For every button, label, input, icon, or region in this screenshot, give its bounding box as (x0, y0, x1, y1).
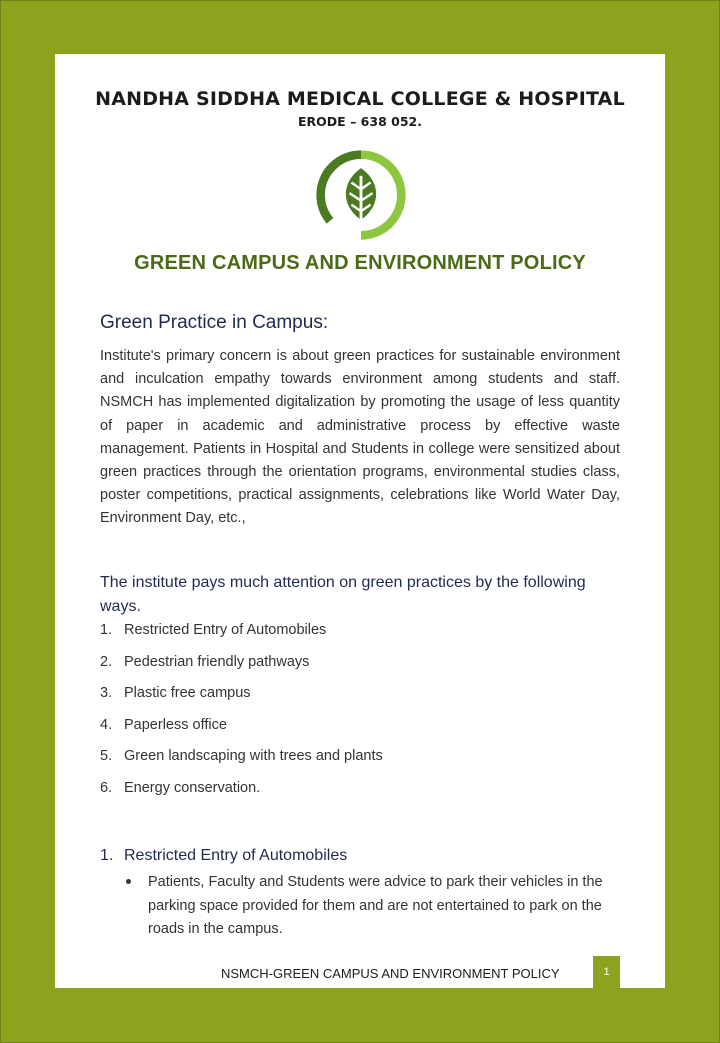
intro-paragraph: Institute's primary concern is about green practices for sustainable environment and inculcation empathy towards environment among students and staff. NSMCH has implemented digitalization by promoting the usage of less quantity of paper in academic and administrative process by effective waste management. Patients in Hospital and Students in college were sensitized about green practices through the orientation programs, environmental studies class, poster competitions, practical assignments, celebrations like World Water Day, Environment Day, etc., (100, 348, 620, 527)
subsection-title: Restricted Entry of Automobiles (124, 847, 348, 864)
list-label: Plastic free campus (124, 685, 251, 702)
subsection-number: 1. (100, 847, 114, 864)
list-label: Energy conservation. (124, 779, 261, 796)
list-number: 2. (100, 653, 113, 670)
bullet-icon (126, 879, 131, 884)
list-label: Restricted Entry of Automobiles (124, 622, 327, 638)
document-page (55, 54, 665, 988)
list-number: 4. (100, 716, 113, 733)
list-item (100, 622, 620, 654)
list-label: Pedestrian friendly pathways (124, 653, 310, 670)
page-number: 1 (593, 956, 620, 988)
list-number: 5. (100, 748, 113, 765)
list-item (100, 717, 620, 749)
college-name: NANDHA SIDDHA MEDICAL COLLEGE & HOSPITAL (95, 88, 625, 110)
leaf-logo-icon (313, 147, 409, 243)
list-label: Green landscaping with trees and plants (124, 748, 383, 765)
document-title: GREEN CAMPUS AND ENVIRONMENT POLICY (134, 252, 586, 274)
list-label: Paperless office (124, 716, 227, 733)
list-number: 1. (100, 622, 113, 638)
list-number: 6. (100, 779, 113, 796)
practices-intro: The institute pays much attention on green practices by the following ways. (100, 574, 586, 615)
list-number: 3. (100, 685, 113, 702)
subsection-heading (100, 847, 347, 865)
practices-list (100, 622, 620, 812)
list-item (100, 685, 620, 717)
list-item (100, 654, 620, 686)
list-item (100, 748, 620, 780)
footer-text: NSMCH-GREEN CAMPUS AND ENVIRONMENT POLICY (221, 966, 560, 981)
bullet-text: Patients, Faculty and Students were advice to park their vehicles in the parking space provided for them and are not entertained to park on the roads in the campus. (148, 874, 603, 937)
college-address: ERODE – 638 052. (298, 114, 422, 129)
list-item (100, 780, 620, 812)
section-heading: Green Practice in Campus: (100, 312, 329, 333)
